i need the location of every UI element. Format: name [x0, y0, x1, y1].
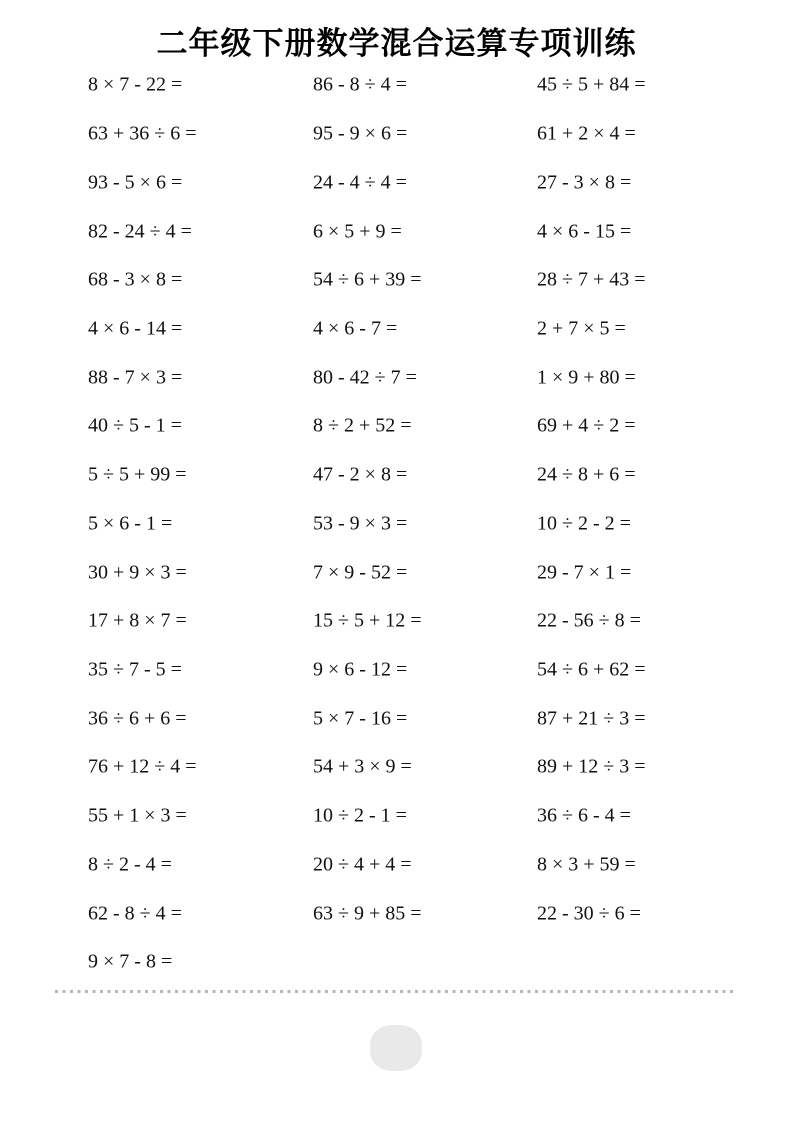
page-number-placeholder — [370, 1025, 422, 1071]
problem: 68 - 3 × 8 = — [88, 268, 183, 291]
problem-row — [0, 694, 793, 743]
problem: 15 ÷ 5 + 12 = — [313, 609, 422, 632]
worksheet-title: 二年级下册数学混合运算专项训练 — [156, 26, 637, 61]
problem: 63 + 36 ÷ 6 = — [88, 122, 197, 145]
problem-row — [0, 158, 793, 207]
problem: 27 - 3 × 8 = — [537, 171, 632, 194]
problem: 54 ÷ 6 + 39 = — [313, 268, 422, 291]
problem-row — [0, 207, 793, 256]
problem: 22 - 30 ÷ 6 = — [537, 902, 641, 925]
problem: 28 ÷ 7 + 43 = — [537, 268, 646, 291]
problem: 8 ÷ 2 - 4 = — [88, 853, 172, 876]
problem-row — [0, 499, 793, 548]
problem: 53 - 9 × 3 = — [313, 512, 408, 535]
problem: 24 ÷ 8 + 6 = — [537, 463, 636, 486]
problem-row — [0, 743, 793, 792]
problem: 76 + 12 ÷ 4 = — [88, 755, 197, 778]
problem: 36 ÷ 6 - 4 = — [537, 804, 631, 827]
problem: 88 - 7 × 3 = — [88, 366, 183, 389]
problem: 24 - 4 ÷ 4 = — [313, 171, 407, 194]
problem: 47 - 2 × 8 = — [313, 463, 408, 486]
problem: 55 + 1 × 3 = — [88, 804, 187, 827]
problem: 45 ÷ 5 + 84 = — [537, 73, 646, 96]
problem: 7 × 9 - 52 = — [313, 561, 408, 584]
problem: 35 ÷ 7 - 5 = — [88, 658, 182, 681]
problem: 20 ÷ 4 + 4 = — [313, 853, 412, 876]
problem: 5 ÷ 5 + 99 = — [88, 463, 187, 486]
problem: 30 + 9 × 3 = — [88, 561, 187, 584]
dotted-separator — [55, 990, 737, 993]
problem-row — [0, 451, 793, 500]
problem-row — [0, 792, 793, 841]
problem: 22 - 56 ÷ 8 = — [537, 609, 641, 632]
problem: 93 - 5 × 6 = — [88, 171, 183, 194]
problem-row — [0, 61, 793, 110]
problem: 95 - 9 × 6 = — [313, 122, 408, 145]
problem: 82 - 24 ÷ 4 = — [88, 220, 192, 243]
problem-row — [0, 548, 793, 597]
problem: 6 × 5 + 9 = — [313, 220, 402, 243]
problem: 4 × 6 - 14 = — [88, 317, 183, 340]
problem: 61 + 2 × 4 = — [537, 122, 636, 145]
problem-row — [0, 256, 793, 305]
problem: 69 + 4 ÷ 2 = — [537, 414, 636, 437]
problem: 4 × 6 - 7 = — [313, 317, 398, 340]
problem: 86 - 8 ÷ 4 = — [313, 73, 407, 96]
problem: 10 ÷ 2 - 1 = — [313, 804, 407, 827]
problem: 54 ÷ 6 + 62 = — [537, 658, 646, 681]
problem: 2 + 7 × 5 = — [537, 317, 626, 340]
problem-row — [0, 889, 793, 938]
problem: 80 - 42 ÷ 7 = — [313, 366, 417, 389]
problem-row — [0, 938, 793, 987]
problem: 63 ÷ 9 + 85 = — [313, 902, 422, 925]
problem: 9 × 7 - 8 = — [88, 950, 173, 973]
problem: 40 ÷ 5 - 1 = — [88, 414, 182, 437]
problem: 5 × 6 - 1 = — [88, 512, 173, 535]
problem: 8 × 3 + 59 = — [537, 853, 636, 876]
problem-row — [0, 305, 793, 354]
problem: 89 + 12 ÷ 3 = — [537, 755, 646, 778]
problem: 4 × 6 - 15 = — [537, 220, 632, 243]
problem: 1 × 9 + 80 = — [537, 366, 636, 389]
problem: 10 ÷ 2 - 2 = — [537, 512, 631, 535]
problem: 29 - 7 × 1 = — [537, 561, 632, 584]
problem: 54 + 3 × 9 = — [313, 755, 412, 778]
problem-row — [0, 646, 793, 695]
problem: 87 + 21 ÷ 3 = — [537, 707, 646, 730]
problem-row — [0, 841, 793, 890]
problem-row — [0, 402, 793, 451]
problem: 36 ÷ 6 + 6 = — [88, 707, 187, 730]
problem: 5 × 7 - 16 = — [313, 707, 408, 730]
problem-row — [0, 353, 793, 402]
problem: 8 × 7 - 22 = — [88, 73, 183, 96]
problem: 9 × 6 - 12 = — [313, 658, 408, 681]
problem: 8 ÷ 2 + 52 = — [313, 414, 412, 437]
problem-row — [0, 110, 793, 159]
problem: 62 - 8 ÷ 4 = — [88, 902, 182, 925]
problem-row — [0, 597, 793, 646]
problems-grid — [0, 61, 793, 987]
problem: 17 + 8 × 7 = — [88, 609, 187, 632]
